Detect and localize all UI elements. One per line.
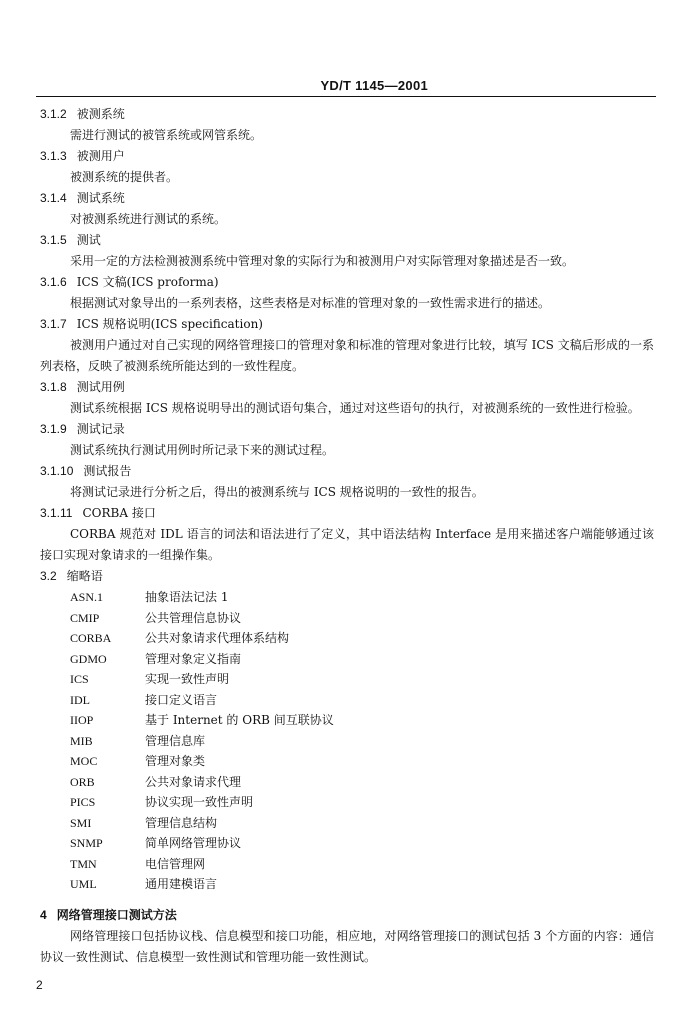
abbreviation-row — [70, 628, 654, 649]
section-heading — [40, 566, 654, 587]
page-header — [0, 78, 660, 93]
section-3-1-2 — [40, 104, 654, 146]
section-3-1-9 — [40, 419, 654, 461]
abbreviation-term: IDL — [70, 692, 90, 707]
abbreviation-row — [70, 649, 654, 670]
section-number: 3.1.2 — [40, 107, 67, 121]
section-number: 3.2 — [40, 569, 57, 583]
abbreviation-definition: 管理对象定义指南 — [145, 651, 242, 666]
page-number: 2 — [36, 978, 43, 992]
section-heading — [40, 377, 654, 398]
abbreviation-row — [70, 833, 654, 854]
abbreviation-row — [70, 772, 654, 793]
section-title: 测试报告 — [83, 464, 132, 478]
abbreviation-term: CMIP — [70, 610, 100, 625]
abbreviation-definition: 公共管理信息协议 — [145, 610, 242, 625]
section-3-1-11 — [40, 503, 654, 566]
section-3-2-abbreviations — [40, 566, 654, 895]
abbreviation-row — [70, 854, 654, 875]
abbreviation-definition: 通用建模语言 — [145, 877, 218, 891]
abbreviation-definition: 简单网络管理协议 — [145, 836, 242, 850]
abbreviation-term: IIOP — [70, 713, 94, 727]
abbreviation-definition: 管理信息结构 — [145, 815, 218, 830]
document-id: YD/T 1145—2001 — [320, 78, 428, 93]
section-heading — [40, 272, 654, 293]
abbreviation-term: SMI — [70, 815, 92, 830]
abbreviation-term: ORB — [70, 774, 95, 789]
section-3-1-8 — [40, 377, 654, 419]
section-heading — [40, 104, 654, 125]
section-number: 3.1.3 — [40, 149, 67, 163]
abbreviation-definition: 协议实现一致性声明 — [145, 795, 254, 809]
section-heading — [40, 230, 654, 251]
section-body: 测试系统根据 ICS 规格说明导出的测试语句集合，通过对这些语句的执行，对被测系统的一致性进行检验。 — [70, 401, 640, 415]
section-heading — [40, 461, 654, 482]
section-number: 3.1.8 — [40, 380, 67, 394]
section-3-1-5 — [40, 230, 654, 272]
section-3-1-4 — [40, 188, 654, 230]
abbreviation-term: PICS — [70, 795, 96, 809]
abbreviation-definition: 公共对象请求代理体系结构 — [145, 631, 290, 645]
abbreviation-term: GDMO — [70, 651, 107, 666]
abbreviation-term: TMN — [70, 856, 97, 871]
section-body: 被测用户通过对自己实现的网络管理接口的管理对象和标准的管理对象进行比较，填写 ICS 文稿后形成的一系列表格，反映了被测系统所能达到的一致性程度。 — [40, 338, 654, 373]
abbreviation-term: MOC — [70, 754, 98, 768]
section-title: 测试记录 — [76, 422, 125, 436]
abbreviation-definition: 接口定义语言 — [145, 692, 218, 707]
abbreviation-row — [70, 792, 654, 813]
section-number: 3.1.5 — [40, 233, 67, 247]
section-title: ICS 规格说明(ICS specification) — [76, 317, 263, 331]
section-number: 3.1.7 — [40, 317, 67, 331]
section-3-1-3 — [40, 146, 654, 188]
abbreviation-definition: 实现一致性声明 — [145, 672, 230, 686]
section-body: 根据测试对象导出的一系列表格，这些表格是对标准的管理对象的一致性需求进行的描述。 — [70, 296, 551, 310]
section-heading — [40, 146, 654, 167]
abbreviation-definition: 公共对象请求代理 — [145, 774, 242, 789]
abbreviation-row — [70, 669, 654, 690]
section-body: 采用一定的方法检测被测系统中管理对象的实际行为和被测用户对实际管理对象描述是否一致。 — [70, 254, 575, 268]
abbreviation-term: ICS — [70, 672, 89, 686]
section-number: 3.1.10 — [40, 464, 74, 478]
section-body: CORBA 规范对 IDL 语言的词法和语法进行了定义，其中语法结构 Interface 是用来描述客户端能够通过该接口实现对象请求的一组操作集。 — [40, 527, 654, 562]
section-title: 缩略语 — [66, 569, 103, 583]
abbreviation-row — [70, 608, 654, 629]
chapter-heading — [40, 905, 654, 926]
abbreviation-definition: 基于 Internet 的 ORB 间互联协议 — [145, 713, 334, 727]
abbreviation-row — [70, 874, 654, 895]
section-body: 将测试记录进行分析之后，得出的被测系统与 ICS 规格说明的一致性的报告。 — [70, 485, 484, 499]
section-number: 3.1.9 — [40, 422, 67, 436]
chapter-number: 4 — [40, 907, 47, 922]
section-body: 需进行测试的被管系统或网管系统。 — [70, 128, 263, 142]
section-title: 测试用例 — [76, 380, 125, 394]
section-number: 3.1.6 — [40, 275, 67, 289]
section-title: 被测系统 — [76, 107, 125, 121]
header-rule — [36, 96, 656, 97]
abbreviation-row — [70, 731, 654, 752]
chapter-body: 网络管理接口包括协议栈、信息模型和接口功能，相应地，对网络管理接口的测试包括 3 个方面的内容：通信协议一致性测试、信息模型一致性测试和管理功能一致性测试。 — [40, 928, 654, 964]
section-title: 测试 — [76, 233, 101, 247]
section-title: 测试系统 — [76, 191, 125, 205]
abbreviation-term: MIB — [70, 733, 93, 748]
section-number: 3.1.11 — [40, 506, 73, 520]
section-number: 3.1.4 — [40, 191, 67, 205]
abbreviation-row — [70, 751, 654, 772]
section-3-1-7 — [40, 314, 654, 377]
abbreviation-term: ASN.1 — [70, 590, 104, 604]
abbreviation-row — [70, 813, 654, 834]
abbreviation-row — [70, 587, 654, 608]
abbreviation-definition: 管理信息库 — [145, 733, 206, 748]
section-body: 对被测系统进行测试的系统。 — [70, 212, 227, 226]
section-body: 测试系统执行测试用例时所记录下来的测试过程。 — [70, 443, 335, 457]
section-3-1-10 — [40, 461, 654, 503]
section-title: ICS 文稿(ICS proforma) — [76, 275, 219, 289]
chapter-4 — [40, 905, 654, 968]
abbreviation-row — [70, 690, 654, 711]
abbreviation-term: CORBA — [70, 631, 112, 645]
section-heading — [40, 503, 654, 524]
section-3-1-6 — [40, 272, 654, 314]
document-body — [40, 104, 654, 968]
abbreviation-list — [40, 587, 654, 895]
abbreviation-definition: 抽象语法记法 1 — [145, 590, 229, 604]
abbreviation-definition: 电信管理网 — [145, 856, 206, 871]
section-heading — [40, 188, 654, 209]
section-title: 被测用户 — [76, 149, 125, 163]
abbreviation-term: SNMP — [70, 836, 103, 850]
section-heading — [40, 419, 654, 440]
abbreviation-row — [70, 710, 654, 731]
abbreviation-term: UML — [70, 877, 97, 891]
section-title: CORBA 接口 — [82, 506, 156, 520]
chapter-title: 网络管理接口测试方法 — [56, 907, 177, 922]
section-heading — [40, 314, 654, 335]
abbreviation-definition: 管理对象类 — [145, 754, 206, 768]
section-body: 被测系统的提供者。 — [70, 170, 179, 184]
